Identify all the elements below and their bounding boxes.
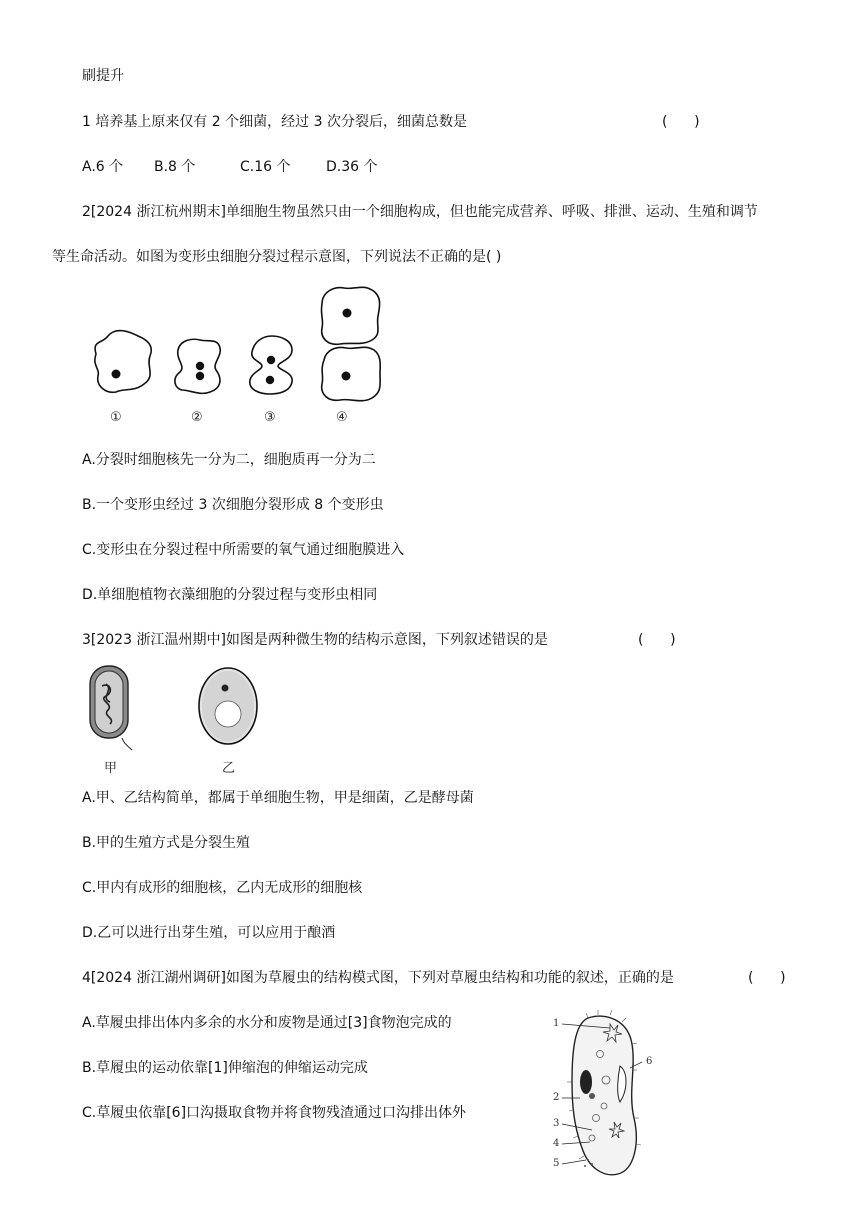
q2-stem-line2: 等生命活动。如图为变形虫细胞分裂过程示意图，下列说法不正确的是( ) [52, 249, 502, 265]
q2-option-a: A.分裂时细胞核先一分为二，细胞质再一分为二 [82, 452, 376, 468]
q3-option-a: A.甲、乙结构简单，都属于单细胞生物，甲是细菌，乙是酵母菌 [82, 790, 474, 806]
microbes-figure [80, 662, 270, 754]
q1-option-c: C.16 个 [240, 159, 291, 175]
section-title: 刷提升 [82, 68, 124, 84]
q4-option-b: B.草履虫的运动依靠[1]伸缩泡的伸缩运动完成 [82, 1060, 368, 1076]
paramecium-num-2: 2 [553, 1092, 560, 1103]
q3-option-b: B.甲的生殖方式是分裂生殖 [82, 835, 251, 851]
yeast-yi [199, 668, 257, 744]
q2-stem-line1: 2[2024 浙江杭州期末]单细胞生物虽然只由一个细胞构成，但也能完成营养、呼吸、排泄、运动、生殖和调节 [82, 204, 758, 220]
paramecium-figure [548, 1010, 658, 1180]
q2-option-b: B.一个变形虫经过 3 次细胞分裂形成 8 个变形虫 [82, 497, 384, 513]
paramecium-num-4: 4 [553, 1138, 560, 1149]
q1-option-a: A.6 个 [82, 159, 124, 175]
nucleus-3b [266, 376, 274, 384]
amoeba-label-3: ③ [264, 410, 276, 425]
q3-answer-blank: ( ) [638, 632, 676, 648]
q4-answer-blank: ( ) [748, 970, 786, 986]
amoeba-stage-3-outline [250, 336, 292, 394]
amoeba-division-figure [82, 280, 392, 430]
paramecium-num-6: 6 [646, 1056, 653, 1067]
q3-stem: 3[2023 浙江温州期中]如图是两种微生物的结构示意图，下列叙述错误的是 [82, 632, 548, 648]
amoeba-stage-1-outline [95, 331, 151, 393]
q3-option-d: D.乙可以进行出芽生殖，可以应用于酿酒 [82, 925, 336, 941]
q4-stem: 4[2024 浙江湖州调研]如图为草履虫的结构模式图，下列对草履虫结构和功能的叙述，正确的是 [82, 970, 674, 986]
q4-option-c: C.草履虫依靠[6]口沟摄取食物并将食物残渣通过口沟排出体外 [82, 1105, 467, 1121]
amoeba-stage-4-bottom-outline [322, 347, 381, 400]
nucleus-2a [196, 362, 204, 370]
q2-option-c: C.变形虫在分裂过程中所需要的氧气通过细胞膜进入 [82, 542, 405, 558]
paramecium-num-3: 3 [553, 1118, 560, 1129]
nucleus-4b [342, 372, 351, 381]
nucleus-2b [196, 372, 204, 380]
q1-stem: 1 培养基上原来仅有 2 个细菌，经过 3 次分裂后，细菌总数是 [82, 114, 467, 130]
amoeba-label-2: ② [191, 410, 203, 425]
paramecium-num-5: 5 [553, 1158, 560, 1169]
amoeba-label-4: ④ [336, 410, 348, 425]
amoeba-label-1: ① [110, 410, 122, 425]
q1-option-b: B.8 个 [154, 159, 196, 175]
microbe-label-yi: 乙 [222, 761, 236, 776]
nucleus-3a [267, 356, 275, 364]
q3-option-c: C.甲内有成形的细胞核，乙内无成形的细胞核 [82, 880, 363, 896]
paramecium-num-1: 1 [553, 1018, 560, 1029]
q1-answer-blank: ( ) [662, 114, 700, 130]
q4-option-a: A.草履虫排出体内多余的水分和废物是通过[3]食物泡完成的 [82, 1015, 452, 1031]
nucleus-4a [343, 309, 352, 318]
q1-option-d: D.36 个 [326, 159, 378, 175]
microbe-label-jia: 甲 [104, 761, 118, 776]
bacterium-jia [90, 666, 132, 750]
nucleus-1 [112, 370, 121, 379]
q2-option-d: D.单细胞植物衣藻细胞的分裂过程与变形虫相同 [82, 587, 378, 603]
